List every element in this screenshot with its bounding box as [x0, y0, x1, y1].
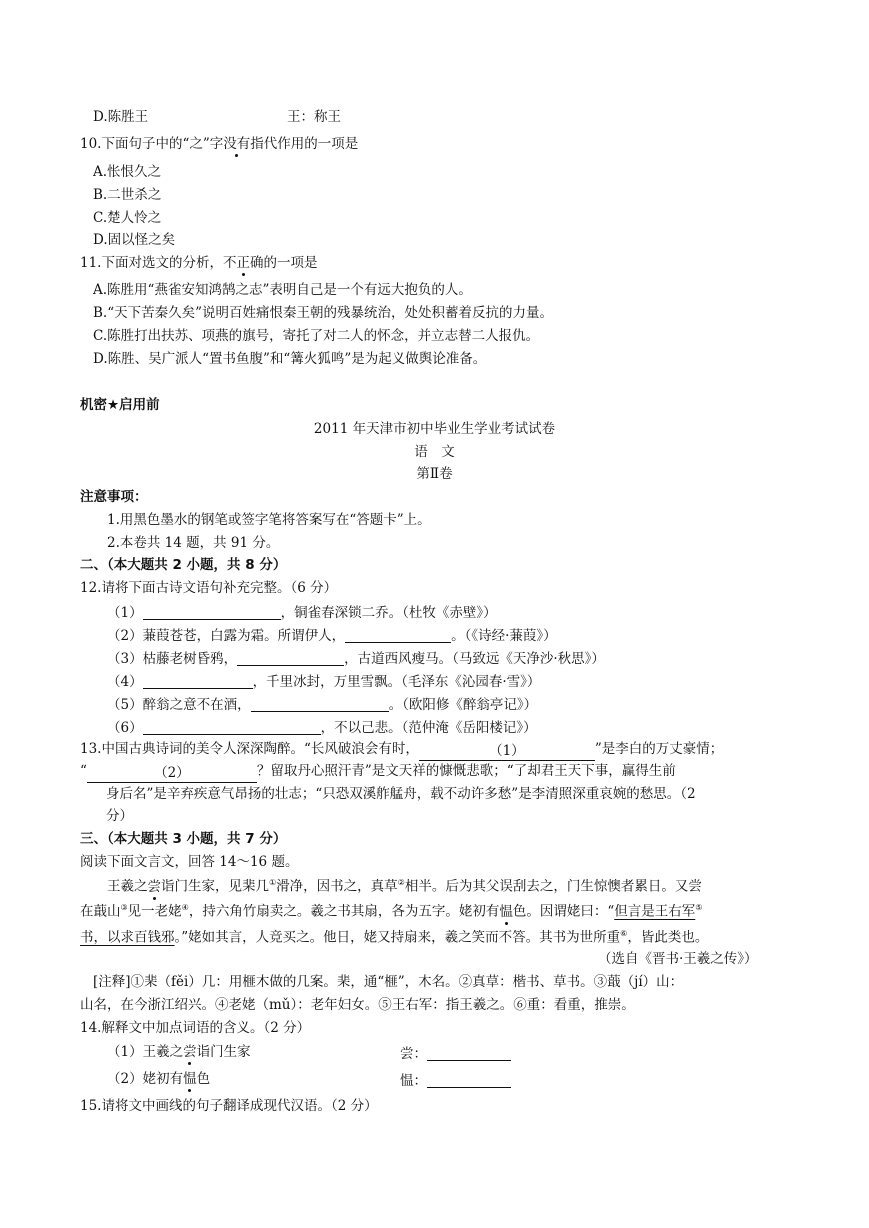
- q12-line-1: [107, 605, 497, 621]
- passage-line-1: [107, 879, 702, 894]
- q14-stem: 14.解释文中加点词语的含义。（2 分）: [80, 1020, 311, 1036]
- passage-text: 见一老姥: [127, 903, 182, 920]
- q12-line-4: [107, 674, 540, 690]
- notes-item-2: 2.本卷共 14 题，共 91 分。: [107, 535, 280, 551]
- q14-item-text: （1）王羲之: [107, 1044, 184, 1060]
- q10-stem-part: 指代作用的一项是: [250, 136, 359, 152]
- q12-line-1-num: （1）: [107, 605, 143, 621]
- q12-line-2-text: （2）蒹葭苍苍，白露为霜。所谓伊人，: [107, 628, 346, 644]
- exam-subject: 语 文: [414, 444, 455, 460]
- passage-note-1: [注释]①棐（fěi）几：用榧木做的几案。棐，通“榧”，木名。②真草：楷书、草书。③蕺（jí）山：: [93, 974, 684, 990]
- q12-line-5-source: 。（欧阳修《醉翁亭记》）: [388, 697, 538, 713]
- q12-blank-6[interactable]: [143, 720, 321, 735]
- section-3-intro: 阅读下面文言文，回答 14～16 题。: [80, 854, 299, 870]
- q14-item-1: [107, 1046, 251, 1060]
- q12-stem: 12.请将下面古诗文语句补充完整。（6 分）: [80, 580, 338, 596]
- q12-line-6-text: ，不以己悲。（范仲淹《岳阳楼记》）: [320, 720, 537, 736]
- q14-answer-blank-1[interactable]: [427, 1046, 511, 1061]
- passage-text: ，皆此类也。: [627, 929, 709, 946]
- q12-line-2: [107, 628, 557, 644]
- q10-option-a: A.怅恨久之: [93, 164, 162, 180]
- q10-option-c: C.楚人怜之: [93, 210, 162, 226]
- q13-line-2: [80, 765, 676, 783]
- confidential-mark: 机密★启用前: [80, 397, 160, 413]
- passage-dotted-word: 尝: [147, 878, 161, 895]
- q12-line-4-num: （4）: [107, 674, 143, 690]
- q12-line-5: [107, 697, 537, 713]
- passage-text: 王羲之: [107, 878, 148, 895]
- passage-underlined-sentence: 但言是王右军: [614, 903, 696, 920]
- q11-stem: [80, 257, 317, 271]
- q13-text: “: [80, 763, 87, 779]
- passage-text: 在蕺山: [80, 903, 121, 920]
- q12-line-3: [107, 651, 605, 667]
- q10-stem: [80, 138, 358, 152]
- q13-line-3: 身后名”是辛弃疾意气昂扬的壮志；“只恐双溪舴艋舟，载不动许多愁”是李清照深重哀婉的愁思。（2: [106, 786, 696, 802]
- footnote-ref: ④: [181, 903, 189, 912]
- q11-option-b: B.“天下苦秦久矣”说明百姓痛恨秦王朝的残暴统治，处处积蓄着反抗的力量。: [93, 305, 554, 321]
- notes-item-1: 1.用黑色墨水的钢笔或签字笔将答案写在“答题卡”上。: [107, 512, 431, 528]
- passage-line-3: [80, 930, 708, 945]
- q13-line-1: [80, 743, 723, 761]
- q11-stem-part: 的一项是: [263, 255, 318, 271]
- footnote-ref: ③: [120, 903, 128, 912]
- passage-line-2: [80, 904, 702, 919]
- passage-underlined-sentence: 书，以求百钱邪: [80, 929, 175, 946]
- q12-line-5-text: （5）醉翁之意不在酒，: [107, 697, 251, 713]
- q13-blank-2[interactable]: （2）: [87, 767, 257, 783]
- q12-blank-1[interactable]: [143, 605, 281, 620]
- passage-dotted-word: 愠: [499, 903, 513, 920]
- q12-line-2-source: 。（《诗经·蒹葭》）: [451, 628, 557, 644]
- q12-line-4-text: ，千里冰封，万里雪飘。（毛泽东《沁园春·雪》）: [252, 674, 541, 690]
- section-2-heading: 二、（本大题共 2 小题，共 8 分）: [80, 557, 287, 573]
- passage-note-2: 山名，在今浙江绍兴。④老姥（mǔ）：老年妇女。⑤王右军：指王羲之。⑥重：看重，推崇。: [80, 997, 635, 1013]
- q12-blank-5[interactable]: [251, 697, 389, 712]
- q9-option-d-text: D.陈胜王: [93, 109, 149, 125]
- q14-dotted-word: 愠: [183, 1071, 197, 1087]
- q12-blank-3[interactable]: [237, 651, 344, 666]
- footnote-ref: ②: [397, 878, 405, 887]
- exam-title: 2011 年天津市初中毕业生学业考试试卷: [313, 421, 556, 437]
- passage-text: 。”姥如其言，人竞买之。他日，姥又持扇来，羲之笑而不答。其书为世所重: [174, 929, 621, 946]
- q13-blank-1[interactable]: （1）: [419, 745, 595, 761]
- q12-line-1-text: ，铜雀春深锁二乔。（杜牧《赤壁》）: [280, 605, 497, 621]
- q12-blank-4[interactable]: [143, 674, 253, 689]
- q14-item-text: （2）姥初有: [107, 1071, 184, 1087]
- q10-stem-emphasis: 没有: [223, 136, 251, 152]
- passage-text: 色。因谓姥曰：“: [512, 903, 615, 920]
- q14-dotted-word: 尝: [183, 1044, 197, 1060]
- q10-option-b: B.二世杀之: [93, 187, 162, 203]
- q12-line-3-text: （3）枯藤老树昏鸦，: [107, 651, 238, 667]
- q11-option-d: D.陈胜、吴广派人“置书鱼腹”和“篝火狐鸣”是为起义做舆论准备。: [93, 351, 487, 367]
- q11-option-c: C.陈胜打出扶苏、项燕的旗号，寄托了对二人的怀念，并立志替二人报仇。: [93, 328, 540, 344]
- q11-option-a: A.陈胜用“燕雀安知鸿鹄之志”表明自己是一个有远大抱负的人。: [93, 282, 472, 298]
- passage-source: （选自《晋书·王羲之传》）: [598, 951, 758, 967]
- q10-option-d: D.固以怪之矣: [93, 232, 176, 248]
- q11-stem-emphasis: 不正确: [222, 255, 264, 271]
- q14-answer-label: 愠：: [400, 1073, 427, 1089]
- section-3-heading: 三、（本大题共 3 小题，共 7 分）: [80, 831, 287, 847]
- q14-answer-1: [400, 1046, 511, 1062]
- q13-text: ”是李白的万丈豪情；: [594, 741, 724, 757]
- notes-heading: 注意事项：: [80, 489, 148, 505]
- q9-option-d: [93, 111, 148, 125]
- q14-answer-2: [400, 1073, 511, 1089]
- q14-answer-blank-2[interactable]: [427, 1073, 511, 1088]
- q13-line-4: 分）: [106, 808, 133, 824]
- q14-item-text: 色: [196, 1071, 211, 1087]
- q14-answer-label: 尝：: [400, 1046, 427, 1062]
- footnote-ref: ①: [269, 878, 277, 887]
- passage-text: ，持六角竹扇卖之。羲之书其扇，各为五字。姥初有: [188, 903, 500, 920]
- footnote-ref: ⑤: [695, 903, 703, 912]
- q15-stem: 15.请将文中画线的句子翻译成现代汉语。（2 分）: [80, 1098, 378, 1114]
- q14-item-2: [107, 1073, 210, 1087]
- q13-text: 13.中国古典诗词的美令人深深陶醉。“长风破浪会有时，: [80, 741, 419, 757]
- q14-item-text: 诣门生家: [196, 1044, 251, 1060]
- q12-line-6-num: （6）: [107, 720, 143, 736]
- q13-text: ？留取丹心照汗青”是文天祥的慷慨悲歌；“了却君王天下事，赢得生前: [256, 763, 676, 779]
- footnote-ref: ⑥: [620, 929, 628, 938]
- exam-volume: 第Ⅱ卷: [416, 466, 453, 482]
- q12-line-3-source: ，古道西风瘦马。（马致远《天净沙·秋思》）: [344, 651, 605, 667]
- q12-blank-2[interactable]: [345, 628, 451, 643]
- q12-line-6: [107, 720, 537, 736]
- passage-text: 诣门生家，见棐几: [161, 878, 269, 895]
- passage-text: 滑净，因书之，真草: [276, 878, 398, 895]
- q10-stem-part: 10.下面句子中的“之”字: [80, 136, 224, 152]
- q9-option-d-gloss: 王：称王: [287, 109, 341, 125]
- passage-text: 相半。后为其父误刮去之，门生惊懊者累日。又尝: [404, 878, 702, 895]
- q11-stem-part: 11.下面对选文的分析，: [80, 255, 223, 271]
